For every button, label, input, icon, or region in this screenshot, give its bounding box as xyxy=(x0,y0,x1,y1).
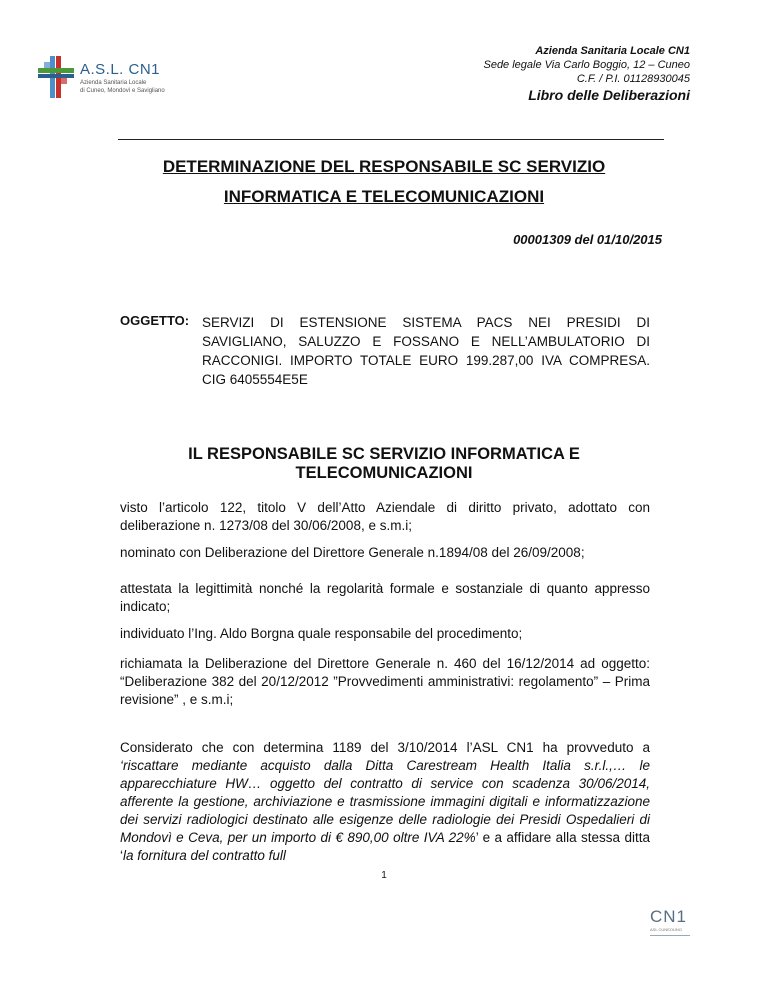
header-org: Azienda Sanitaria Locale CN1 xyxy=(535,45,690,57)
asl-cross-logo-icon xyxy=(36,52,78,102)
considerato-quote-2: la fornitura del contratto full xyxy=(123,848,286,863)
logo-subtitle-line2: di Cuneo, Mondovì e Savigliano xyxy=(80,88,165,94)
considerato-quote-1: ‘riscattare mediante acquisto dalla Ditta Carestream Health Italia s.r.l.,… le apparecchiature HW… oggetto del contratto di service con scadenza 30/06/2014, afferente la gestione, archiviazione e trasmissione immagini digitali e informatizzazione dei servizi radiologici destinato alle esigenze delle radiologie dei Presidi Ospedalieri di Mondovì e Ceva, per un importo di € 890,00 oltre IVA 22% xyxy=(120,758,650,845)
subject-text: SERVIZI DI ESTENSIONE SISTEMA PACS NEI PRESIDI DI SAVIGLIANO, SALUZZO E FOSSANO E NELL’AMBULATORIO DI RACCONIGI. IMPORTO TOTALE EURO 199.287,00 IVA COMPRESA. CIG 6405554E5E xyxy=(202,315,650,387)
header-tax: C.F. / P.I. 01128930045 xyxy=(576,73,690,85)
header-divider xyxy=(118,139,664,140)
subject-label: OGGETTO: xyxy=(120,313,190,328)
paragraph-individuato: individuato l’Ing. Aldo Borgna quale responsabile del procedimento; xyxy=(120,626,523,641)
asl-logo xyxy=(36,52,176,102)
section-heading-line2: TELECOMUNICAZIONI xyxy=(295,464,473,482)
header-book: Libro delle Deliberazioni xyxy=(528,87,690,103)
determination-number: 00001309 del 01/10/2015 xyxy=(513,232,662,247)
paragraph-attestata: attestata la legittimità nonché la regolarità formale e sostanziale di quanto appresso indicato; xyxy=(120,581,650,614)
logo-name: A.S.L. CN1 xyxy=(80,61,161,78)
section-heading-line1: IL RESPONSABILE SC SERVIZIO INFORMATICA E xyxy=(188,445,580,463)
cn1-badge xyxy=(644,907,704,967)
badge-underline xyxy=(650,935,690,936)
paragraph-nominato: nominato con Deliberazione del Direttore Generale n.1894/08 del 26/09/2008; xyxy=(120,545,585,560)
paragraph-visto: visto l’articolo 122, titolo V dell’Atto Aziendale di diritto privato, adottato con deliberazione n. 1273/08 del 30/06/2008, e s.m.i; xyxy=(120,500,650,533)
considerato-part-a: Considerato che con determina 1189 del 3/10/2014 l’ASL CN1 ha provveduto a xyxy=(120,740,650,755)
logo-subtitle xyxy=(80,79,165,95)
badge-text: CN1 xyxy=(650,907,688,926)
considerato-part-c: ’ e a affidare alla stessa ditta ‘ xyxy=(120,830,650,863)
header-info xyxy=(483,44,690,102)
paragraph-richiamata: richiamata la Deliberazione del Direttore Generale n. 460 del 16/12/2014 ad oggetto: “Deliberazione 382 del 20/12/2012 ”Provvedimenti amministrativi: regolamento” – Prima revisione” , e s.m.i; xyxy=(120,656,650,707)
page-number: 1 xyxy=(381,870,387,881)
document-title-line2: INFORMATICA E TELECOMUNICAZIONI xyxy=(223,187,545,206)
badge-sub: ASL CUNEOUNO xyxy=(650,927,682,932)
document-title-line1: DETERMINAZIONE DEL RESPONSABILE SC SERVIZIO xyxy=(162,157,606,176)
paragraph-considerato xyxy=(120,739,650,865)
header-address: Sede legale Via Carlo Boggio, 12 – Cuneo xyxy=(483,59,690,71)
logo-subtitle-line1: Azienda Sanitaria Locale xyxy=(80,80,147,86)
